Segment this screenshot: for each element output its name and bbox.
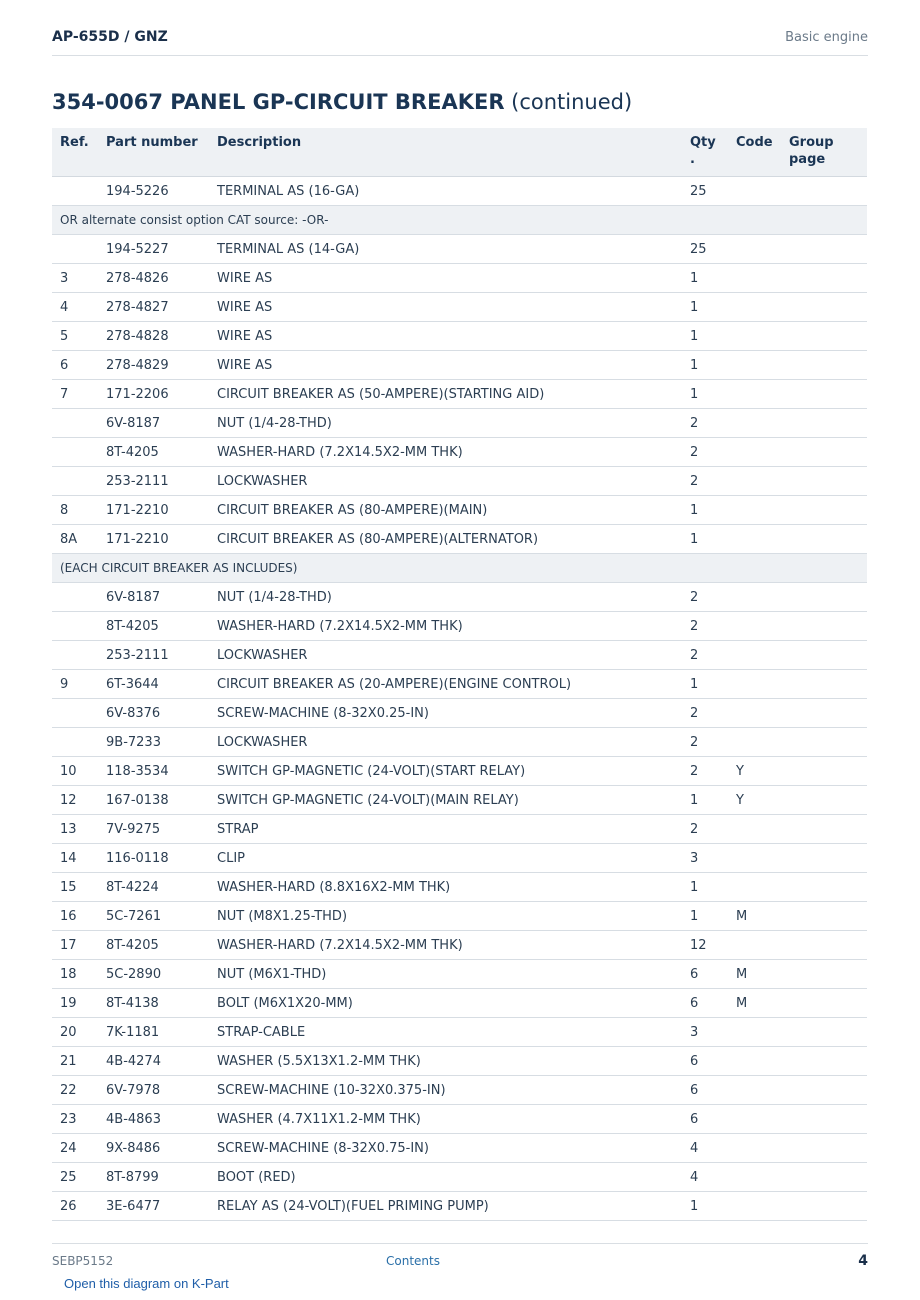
part-number-cell: 8T-4205 xyxy=(98,931,209,960)
ref-cell: 16 xyxy=(52,902,98,931)
qty-cell: 1 xyxy=(682,380,728,409)
group-page-cell xyxy=(781,699,867,728)
code-cell xyxy=(728,525,781,554)
qty-cell: 25 xyxy=(682,235,728,264)
qty-cell: 2 xyxy=(682,641,728,670)
qty-cell: 2 xyxy=(682,583,728,612)
ref-cell: 6 xyxy=(52,351,98,380)
qty-cell: 2 xyxy=(682,757,728,786)
table-row xyxy=(52,438,867,467)
ref-cell xyxy=(52,699,98,728)
description-cell: NUT (1/4-28-THD) xyxy=(209,583,682,612)
code-cell xyxy=(728,815,781,844)
ref-cell: 25 xyxy=(52,1163,98,1192)
ref-cell: 13 xyxy=(52,815,98,844)
group-page-cell xyxy=(781,641,867,670)
part-number-cell: 194-5226 xyxy=(98,177,209,206)
part-number-cell: 8T-4205 xyxy=(98,438,209,467)
table-row xyxy=(52,496,867,525)
group-page-cell xyxy=(781,322,867,351)
description-cell: STRAP xyxy=(209,815,682,844)
qty-cell: 2 xyxy=(682,728,728,757)
description-cell: RELAY AS (24-VOLT)(FUEL PRIMING PUMP) xyxy=(209,1192,682,1221)
table-row xyxy=(52,409,867,438)
group-page-cell xyxy=(781,293,867,322)
col-header-group-line2: page xyxy=(789,152,826,167)
code-cell xyxy=(728,1047,781,1076)
description-cell: SWITCH GP-MAGNETIC (24-VOLT)(MAIN RELAY) xyxy=(209,786,682,815)
note-text: OR alternate consist option CAT source: -OR- xyxy=(52,206,867,235)
section-label: Basic engine xyxy=(785,30,868,45)
part-number-cell: 8T-4138 xyxy=(98,989,209,1018)
qty-cell: 4 xyxy=(682,1134,728,1163)
part-number-cell: 9X-8486 xyxy=(98,1134,209,1163)
description-cell: WIRE AS xyxy=(209,293,682,322)
description-cell: LOCKWASHER xyxy=(209,728,682,757)
ref-cell xyxy=(52,409,98,438)
group-page-cell xyxy=(781,989,867,1018)
qty-cell: 6 xyxy=(682,960,728,989)
description-cell: TERMINAL AS (16-GA) xyxy=(209,177,682,206)
part-number-cell: 4B-4863 xyxy=(98,1105,209,1134)
qty-cell: 1 xyxy=(682,496,728,525)
qty-cell: 1 xyxy=(682,293,728,322)
part-number-cell: 116-0118 xyxy=(98,844,209,873)
ref-cell xyxy=(52,438,98,467)
part-number-cell: 278-4826 xyxy=(98,264,209,293)
part-number-cell: 6V-7978 xyxy=(98,1076,209,1105)
code-cell: Y xyxy=(728,786,781,815)
code-cell xyxy=(728,467,781,496)
table-row xyxy=(52,612,867,641)
col-header-description: Description xyxy=(209,128,682,177)
table-row xyxy=(52,1192,867,1221)
part-number-cell: 6V-8187 xyxy=(98,409,209,438)
ref-cell xyxy=(52,728,98,757)
note-row xyxy=(52,554,867,583)
qty-cell: 3 xyxy=(682,1018,728,1047)
table-row xyxy=(52,989,867,1018)
part-number-cell: 8T-4224 xyxy=(98,873,209,902)
description-cell: SCREW-MACHINE (10-32X0.375-IN) xyxy=(209,1076,682,1105)
table-row xyxy=(52,1163,867,1192)
group-page-cell xyxy=(781,409,867,438)
contents-link[interactable]: Contents xyxy=(386,1254,440,1268)
page-footer xyxy=(52,1243,868,1274)
qty-cell: 2 xyxy=(682,467,728,496)
part-number-cell: 6T-3644 xyxy=(98,670,209,699)
col-header-qty xyxy=(682,128,728,177)
note-row xyxy=(52,206,867,235)
ref-cell: 5 xyxy=(52,322,98,351)
description-cell: WIRE AS xyxy=(209,322,682,351)
group-page-cell xyxy=(781,177,867,206)
part-number-cell: 171-2210 xyxy=(98,525,209,554)
description-cell: CIRCUIT BREAKER AS (80-AMPERE)(ALTERNATOR) xyxy=(209,525,682,554)
qty-cell: 1 xyxy=(682,525,728,554)
table-row xyxy=(52,844,867,873)
part-number-cell: 4B-4274 xyxy=(98,1047,209,1076)
description-cell: SWITCH GP-MAGNETIC (24-VOLT)(START RELAY) xyxy=(209,757,682,786)
description-cell: STRAP-CABLE xyxy=(209,1018,682,1047)
part-number-cell: 171-2206 xyxy=(98,380,209,409)
table-row xyxy=(52,902,867,931)
code-cell xyxy=(728,873,781,902)
qty-cell: 6 xyxy=(682,989,728,1018)
ref-cell: 26 xyxy=(52,1192,98,1221)
code-cell xyxy=(728,409,781,438)
group-page-cell xyxy=(781,1134,867,1163)
qty-cell: 1 xyxy=(682,786,728,815)
qty-cell: 6 xyxy=(682,1105,728,1134)
code-cell xyxy=(728,670,781,699)
code-cell xyxy=(728,1018,781,1047)
part-number-cell: 8T-4205 xyxy=(98,612,209,641)
description-cell: NUT (M6X1-THD) xyxy=(209,960,682,989)
description-cell: WASHER-HARD (7.2X14.5X2-MM THK) xyxy=(209,931,682,960)
qty-cell: 2 xyxy=(682,438,728,467)
table-row xyxy=(52,1018,867,1047)
ref-cell: 14 xyxy=(52,844,98,873)
part-number-cell: 9B-7233 xyxy=(98,728,209,757)
code-cell: M xyxy=(728,989,781,1018)
code-cell xyxy=(728,380,781,409)
part-number-cell: 6V-8187 xyxy=(98,583,209,612)
code-cell: M xyxy=(728,902,781,931)
ref-cell: 20 xyxy=(52,1018,98,1047)
code-cell xyxy=(728,322,781,351)
code-cell xyxy=(728,1163,781,1192)
ref-cell: 22 xyxy=(52,1076,98,1105)
ref-cell: 4 xyxy=(52,293,98,322)
code-cell xyxy=(728,1134,781,1163)
qty-cell: 6 xyxy=(682,1047,728,1076)
open-diagram-link[interactable]: Open this diagram on K-Part xyxy=(64,1276,229,1291)
group-page-cell xyxy=(781,670,867,699)
code-cell xyxy=(728,351,781,380)
qty-cell: 1 xyxy=(682,902,728,931)
page-header xyxy=(52,29,868,56)
table-row xyxy=(52,583,867,612)
group-page-cell xyxy=(781,815,867,844)
table-row xyxy=(52,757,867,786)
parts-table-body xyxy=(52,177,867,1221)
group-page-cell xyxy=(781,264,867,293)
group-page-cell xyxy=(781,525,867,554)
table-row xyxy=(52,177,867,206)
table-row xyxy=(52,670,867,699)
code-cell xyxy=(728,612,781,641)
table-row xyxy=(52,931,867,960)
parts-table xyxy=(52,128,867,1221)
part-number-cell: 278-4829 xyxy=(98,351,209,380)
description-cell: NUT (1/4-28-THD) xyxy=(209,409,682,438)
table-row xyxy=(52,525,867,554)
description-cell: SCREW-MACHINE (8-32X0.75-IN) xyxy=(209,1134,682,1163)
group-page-cell xyxy=(781,786,867,815)
title-main: 354-0067 PANEL GP-CIRCUIT BREAKER xyxy=(52,90,505,114)
group-page-cell xyxy=(781,467,867,496)
description-cell: LOCKWASHER xyxy=(209,467,682,496)
part-number-cell: 167-0138 xyxy=(98,786,209,815)
group-page-cell xyxy=(781,438,867,467)
description-cell: LOCKWASHER xyxy=(209,641,682,670)
part-number-cell: 118-3534 xyxy=(98,757,209,786)
group-page-cell xyxy=(781,496,867,525)
col-header-ref: Ref. xyxy=(52,128,98,177)
description-cell: WASHER (4.7X11X1.2-MM THK) xyxy=(209,1105,682,1134)
code-cell: Y xyxy=(728,757,781,786)
group-page-cell xyxy=(781,844,867,873)
ref-cell: 9 xyxy=(52,670,98,699)
part-number-cell: 253-2111 xyxy=(98,641,209,670)
part-number-cell: 194-5227 xyxy=(98,235,209,264)
ref-cell xyxy=(52,177,98,206)
ref-cell: 3 xyxy=(52,264,98,293)
ref-cell: 19 xyxy=(52,989,98,1018)
table-row xyxy=(52,467,867,496)
description-cell: WASHER-HARD (7.2X14.5X2-MM THK) xyxy=(209,612,682,641)
description-cell: BOOT (RED) xyxy=(209,1163,682,1192)
table-row xyxy=(52,1076,867,1105)
group-page-cell xyxy=(781,728,867,757)
part-number-cell: 3E-6477 xyxy=(98,1192,209,1221)
group-page-cell xyxy=(781,612,867,641)
qty-cell: 2 xyxy=(682,699,728,728)
table-row xyxy=(52,786,867,815)
part-number-cell: 5C-2890 xyxy=(98,960,209,989)
qty-cell: 25 xyxy=(682,177,728,206)
qty-cell: 1 xyxy=(682,670,728,699)
title-suffix: (continued) xyxy=(504,90,633,114)
qty-cell: 1 xyxy=(682,1192,728,1221)
ref-cell: 8 xyxy=(52,496,98,525)
ref-cell: 8A xyxy=(52,525,98,554)
code-cell xyxy=(728,264,781,293)
table-row xyxy=(52,815,867,844)
table-row xyxy=(52,235,867,264)
table-row xyxy=(52,1105,867,1134)
code-cell xyxy=(728,699,781,728)
group-page-cell xyxy=(781,902,867,931)
description-cell: CIRCUIT BREAKER AS (20-AMPERE)(ENGINE CONTROL) xyxy=(209,670,682,699)
ref-cell: 18 xyxy=(52,960,98,989)
description-cell: WASHER (5.5X13X1.2-MM THK) xyxy=(209,1047,682,1076)
table-row xyxy=(52,960,867,989)
table-header-row xyxy=(52,128,867,177)
group-page-cell xyxy=(781,235,867,264)
description-cell: CIRCUIT BREAKER AS (50-AMPERE)(STARTING AID) xyxy=(209,380,682,409)
group-page-cell xyxy=(781,1192,867,1221)
qty-cell: 4 xyxy=(682,1163,728,1192)
document-id: SEBP5152 xyxy=(52,1254,114,1268)
ref-cell xyxy=(52,641,98,670)
description-cell: WIRE AS xyxy=(209,264,682,293)
qty-cell: 1 xyxy=(682,322,728,351)
part-number-cell: 7V-9275 xyxy=(98,815,209,844)
ref-cell: 7 xyxy=(52,380,98,409)
qty-cell: 6 xyxy=(682,1076,728,1105)
part-number-cell: 8T-8799 xyxy=(98,1163,209,1192)
group-page-cell xyxy=(781,757,867,786)
col-header-qty-line2: . xyxy=(690,152,695,167)
description-cell: SCREW-MACHINE (8-32X0.25-IN) xyxy=(209,699,682,728)
part-number-cell: 6V-8376 xyxy=(98,699,209,728)
group-page-cell xyxy=(781,873,867,902)
code-cell xyxy=(728,583,781,612)
ref-cell: 21 xyxy=(52,1047,98,1076)
ref-cell xyxy=(52,612,98,641)
ref-cell: 17 xyxy=(52,931,98,960)
ref-cell: 10 xyxy=(52,757,98,786)
table-row xyxy=(52,264,867,293)
part-number-cell: 7K-1181 xyxy=(98,1018,209,1047)
table-row xyxy=(52,1134,867,1163)
qty-cell: 2 xyxy=(682,409,728,438)
description-cell: WASHER-HARD (7.2X14.5X2-MM THK) xyxy=(209,438,682,467)
code-cell xyxy=(728,438,781,467)
ref-cell: 23 xyxy=(52,1105,98,1134)
group-page-cell xyxy=(781,1163,867,1192)
qty-cell: 1 xyxy=(682,351,728,380)
description-cell: TERMINAL AS (14-GA) xyxy=(209,235,682,264)
group-page-cell xyxy=(781,1076,867,1105)
qty-cell: 2 xyxy=(682,612,728,641)
part-number-cell: 5C-7261 xyxy=(98,902,209,931)
ref-cell xyxy=(52,235,98,264)
table-row xyxy=(52,641,867,670)
group-page-cell xyxy=(781,351,867,380)
table-row xyxy=(52,351,867,380)
part-number-cell: 253-2111 xyxy=(98,467,209,496)
description-cell: BOLT (M6X1X20-MM) xyxy=(209,989,682,1018)
qty-cell: 2 xyxy=(682,815,728,844)
code-cell xyxy=(728,931,781,960)
description-cell: CLIP xyxy=(209,844,682,873)
code-cell xyxy=(728,235,781,264)
group-page-cell xyxy=(781,583,867,612)
description-cell: WIRE AS xyxy=(209,351,682,380)
ref-cell xyxy=(52,583,98,612)
page-number: 4 xyxy=(858,1253,868,1269)
group-page-cell xyxy=(781,1018,867,1047)
code-cell xyxy=(728,1192,781,1221)
col-header-group-page xyxy=(781,128,867,177)
col-header-code: Code xyxy=(728,128,781,177)
group-page-cell xyxy=(781,1105,867,1134)
part-number-cell: 171-2210 xyxy=(98,496,209,525)
part-number-cell: 278-4828 xyxy=(98,322,209,351)
table-row xyxy=(52,728,867,757)
description-cell: NUT (M8X1.25-THD) xyxy=(209,902,682,931)
ref-cell: 24 xyxy=(52,1134,98,1163)
group-page-cell xyxy=(781,931,867,960)
table-row xyxy=(52,1047,867,1076)
qty-cell: 3 xyxy=(682,844,728,873)
col-header-group-line1: Group xyxy=(789,135,834,150)
qty-cell: 1 xyxy=(682,873,728,902)
code-cell xyxy=(728,1076,781,1105)
description-cell: WASHER-HARD (8.8X16X2-MM THK) xyxy=(209,873,682,902)
table-row xyxy=(52,322,867,351)
table-row xyxy=(52,699,867,728)
group-page-cell xyxy=(781,960,867,989)
ref-cell: 12 xyxy=(52,786,98,815)
group-page-cell xyxy=(781,380,867,409)
page-title xyxy=(52,90,632,114)
ref-cell xyxy=(52,467,98,496)
description-cell: CIRCUIT BREAKER AS (80-AMPERE)(MAIN) xyxy=(209,496,682,525)
ref-cell: 15 xyxy=(52,873,98,902)
table-row xyxy=(52,873,867,902)
code-cell xyxy=(728,293,781,322)
col-header-part-number: Part number xyxy=(98,128,209,177)
code-cell xyxy=(728,496,781,525)
group-page-cell xyxy=(781,1047,867,1076)
code-cell xyxy=(728,728,781,757)
code-cell xyxy=(728,177,781,206)
qty-cell: 1 xyxy=(682,264,728,293)
table-row xyxy=(52,293,867,322)
note-text: (EACH CIRCUIT BREAKER AS INCLUDES) xyxy=(52,554,867,583)
part-number-cell: 278-4827 xyxy=(98,293,209,322)
code-cell xyxy=(728,844,781,873)
col-header-qty-line1: Qty xyxy=(690,135,716,150)
table-row xyxy=(52,380,867,409)
code-cell xyxy=(728,1105,781,1134)
code-cell xyxy=(728,641,781,670)
qty-cell: 12 xyxy=(682,931,728,960)
code-cell: M xyxy=(728,960,781,989)
model-label: AP-655D / GNZ xyxy=(52,29,168,45)
